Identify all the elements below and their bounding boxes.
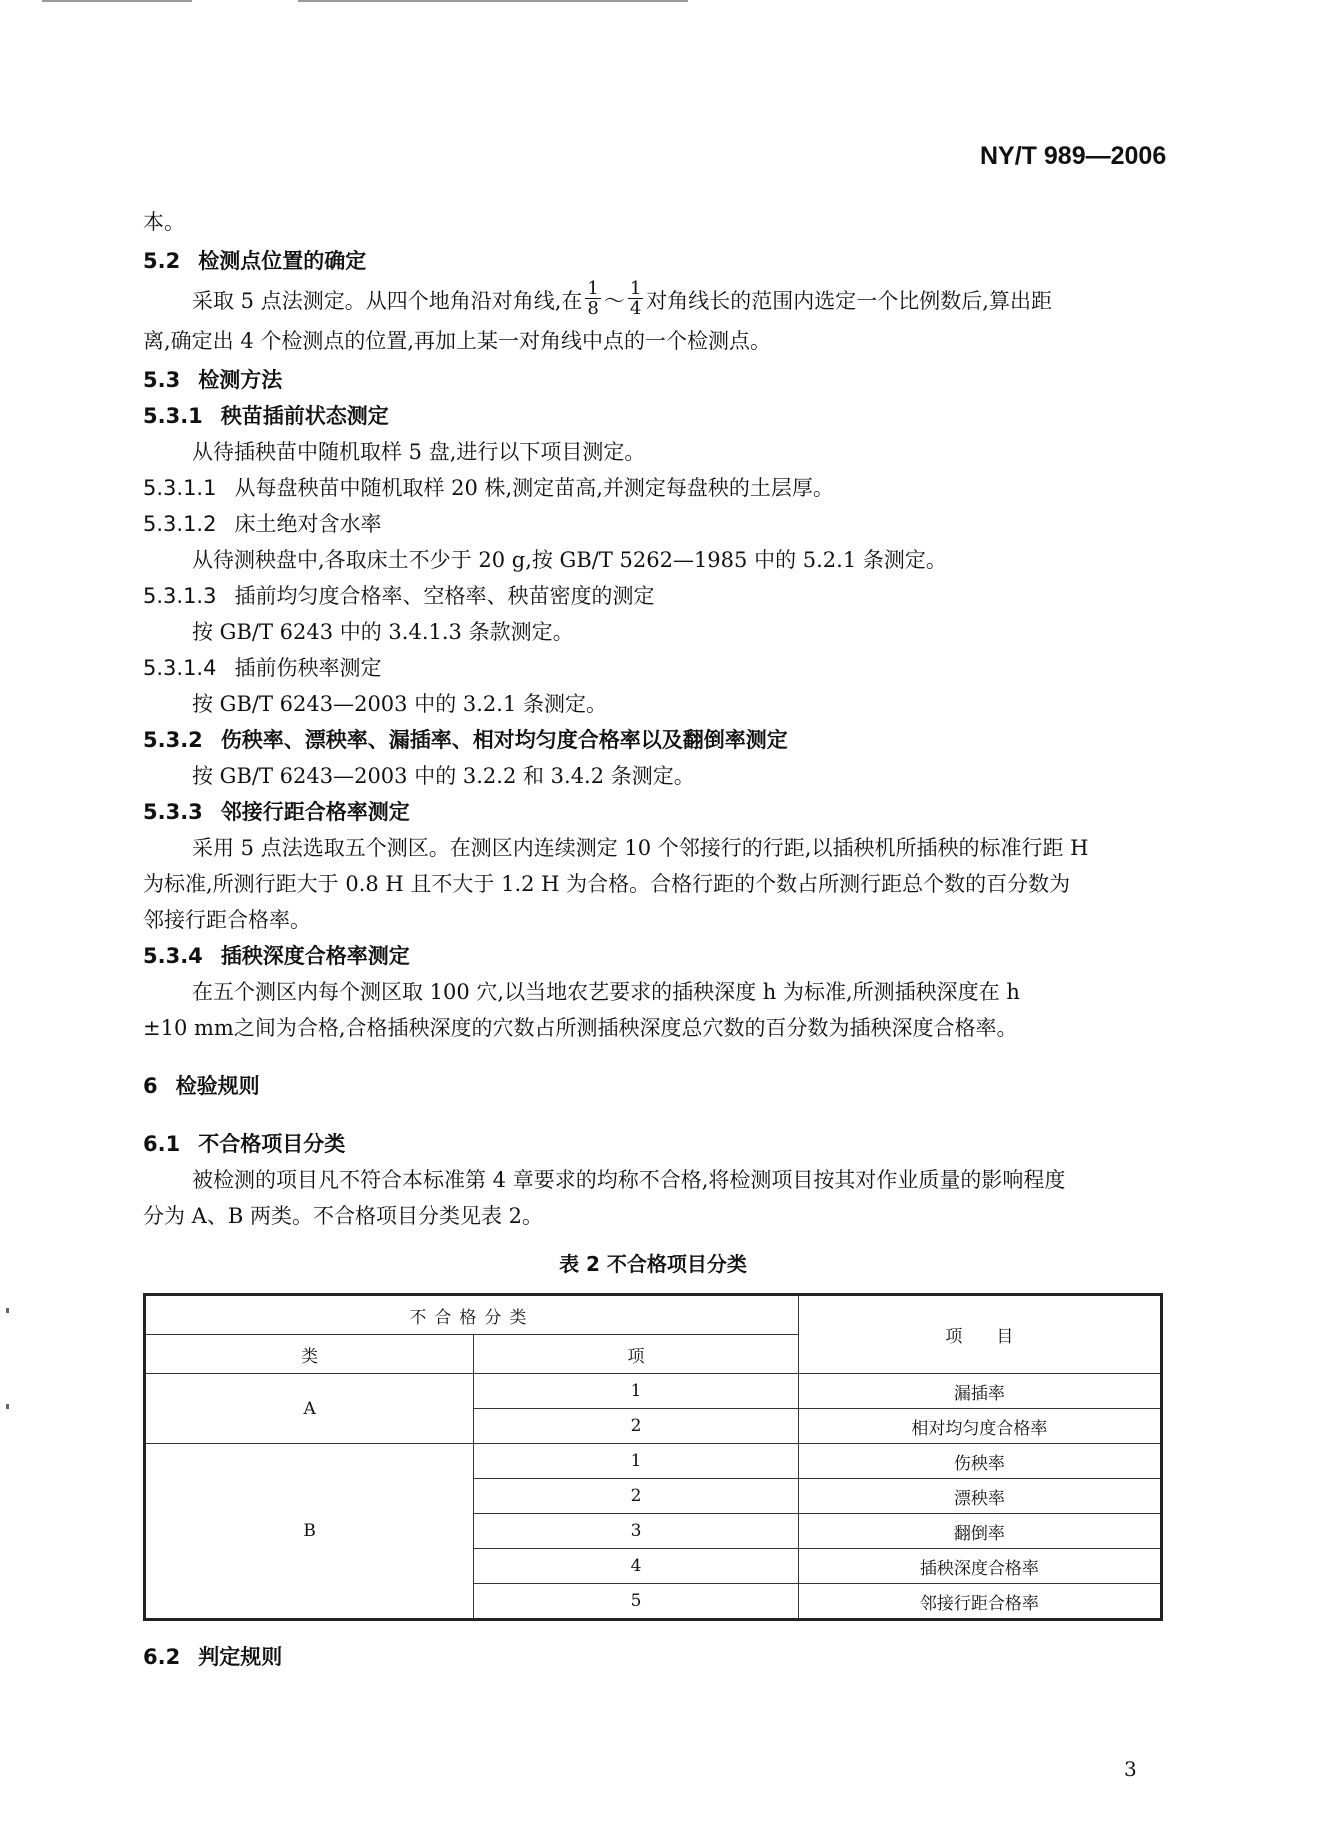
paragraph-5-3-1-3: 按 GB/T 6243 中的 3.4.1.3 条款测定。	[192, 620, 574, 644]
clause-text: 插前伤秧率测定	[234, 656, 382, 680]
item-cell: 2	[474, 1479, 798, 1514]
paragraph-5-3-3-line2: 为标准,所测行距大于 0.8 H 且不大于 1.2 H 为合格。合格行距的个数占所测行距总个数的百分数为	[143, 872, 1071, 896]
section-number: 6.1	[143, 1132, 181, 1156]
item-cell: 5	[474, 1584, 798, 1620]
paragraph-5-3-4-line2: ±10 mm之间为合格,合格插秧深度的穴数占所测插秧深度总穴数的百分数为插秧深度合格率。	[143, 1016, 1018, 1040]
project-cell: 邻接行距合格率	[798, 1584, 1161, 1620]
header-class: 类	[145, 1335, 474, 1374]
chapter-title: 检验规则	[175, 1074, 260, 1098]
class-cell-b: B	[145, 1444, 474, 1620]
clause-number: 5.3.1.1	[143, 476, 217, 500]
text-run: 采取 5 点法测定。从四个地角沿对角线,在	[192, 289, 583, 313]
paragraph-5-3-1-2: 从待测秧盘中,各取床土不少于 20 g,按 GB/T 5262—1985 中的 5.2.1 条测定。	[192, 548, 947, 572]
paragraph-5-2-line2: 离,确定出 4 个检测点的位置,再加上某一对角线中点的一个检测点。	[143, 329, 772, 353]
item-cell: 1	[474, 1374, 798, 1409]
header-item: 项	[474, 1335, 798, 1374]
header-project: 项 目	[798, 1295, 1161, 1374]
paragraph-5-3-1: 从待插秧苗中随机取样 5 盘,进行以下项目测定。	[192, 440, 646, 464]
section-title: 判定规则	[198, 1645, 283, 1669]
clause-number: 5.3.1.4	[143, 656, 217, 680]
section-heading-5-3-3	[143, 794, 1163, 830]
paragraph-5-3-1-4: 按 GB/T 6243—2003 中的 3.2.1 条测定。	[192, 692, 607, 716]
clause-5-3-1-3	[143, 578, 1163, 614]
header-nonconformity-group: 不合格分类	[145, 1295, 799, 1335]
paragraph-5-3-4-line1: 在五个测区内每个测区取 100 穴,以当地农艺要求的插秧深度 h 为标准,所测插秧深度在 h	[192, 980, 1020, 1004]
section-heading-5-3	[143, 362, 1163, 398]
denominator: 8	[587, 298, 599, 319]
numerator: 1	[629, 278, 642, 299]
item-cell: 2	[474, 1409, 798, 1444]
section-number: 6.2	[143, 1645, 181, 1669]
section-title: 邻接行距合格率测定	[220, 800, 410, 824]
chapter-heading-6	[143, 1068, 1163, 1104]
scan-artifact-line	[298, 0, 688, 2]
project-cell: 伤秧率	[798, 1444, 1161, 1479]
paragraph-5-3-3-line3: 邻接行距合格率。	[143, 908, 311, 932]
section-number: 5.3.1	[143, 404, 203, 428]
section-number: 5.3.4	[143, 944, 203, 968]
tilde: ～	[603, 289, 625, 313]
section-title: 秧苗插前状态测定	[220, 404, 389, 428]
clause-number: 5.3.1.3	[143, 584, 217, 608]
clause-5-3-1-4	[143, 650, 1163, 686]
clause-text: 床土绝对含水率	[234, 512, 382, 536]
table-caption: 表 2 不合格项目分类	[559, 1252, 747, 1276]
clause-text: 从每盘秧苗中随机取样 20 株,测定苗高,并测定每盘秧的土层厚。	[234, 476, 834, 500]
section-title: 检测方法	[198, 368, 283, 392]
section-heading-5-2	[143, 243, 1163, 279]
section-title: 伤秧率、漂秧率、漏插率、相对均匀度合格率以及翻倒率测定	[220, 728, 788, 752]
paragraph-6-1-line1: 被检测的项目凡不符合本标准第 4 章要求的均称不合格,将检测项目按其对作业质量的影响程度	[192, 1168, 1066, 1192]
numerator: 1	[587, 278, 599, 299]
scan-artifact-dot	[6, 1308, 9, 1313]
section-heading-5-3-4	[143, 938, 1163, 974]
document-body	[143, 204, 1163, 1675]
clause-5-3-1-2	[143, 506, 1163, 542]
section-title: 插秧深度合格率测定	[220, 944, 410, 968]
clause-5-3-1-1	[143, 470, 1163, 506]
paragraph-5-2-line1	[143, 279, 1163, 323]
paragraph-5-3-2: 按 GB/T 6243—2003 中的 3.2.2 和 3.4.2 条测定。	[192, 764, 695, 788]
text-run: 对角线长的范围内选定一个比例数后,算出距	[646, 289, 1052, 313]
project-cell: 插秧深度合格率	[798, 1549, 1161, 1584]
class-cell-a: A	[145, 1374, 474, 1444]
standard-number: NY/T 989—2006	[980, 142, 1167, 170]
paragraph-6-1-line2: 分为 A、B 两类。不合格项目分类见表 2。	[143, 1204, 543, 1228]
section-number: 5.3.3	[143, 800, 203, 824]
project-cell: 翻倒率	[798, 1514, 1161, 1549]
paragraph-continuation: 本。	[143, 210, 185, 234]
fraction-one-eighth	[585, 279, 600, 318]
paragraph-5-3-3-line1: 采用 5 点法选取五个测区。在测区内连续测定 10 个邻接行的行距,以插秧机所插秧的标准行距 H	[192, 836, 1089, 860]
page-number: 3	[1124, 1757, 1137, 1781]
project-cell: 相对均匀度合格率	[798, 1409, 1161, 1444]
section-number: 5.2	[143, 249, 181, 273]
clause-number: 5.3.1.2	[143, 512, 217, 536]
project-cell: 漏插率	[798, 1374, 1161, 1409]
section-heading-5-3-1	[143, 398, 1163, 434]
scan-artifact-line	[42, 0, 192, 2]
project-cell: 漂秧率	[798, 1479, 1161, 1514]
section-number: 5.3.2	[143, 728, 203, 752]
nonconformity-classification-table	[143, 1293, 1163, 1621]
denominator: 4	[629, 298, 642, 319]
section-title: 不合格项目分类	[198, 1132, 346, 1156]
section-heading-5-3-2	[143, 722, 1163, 758]
item-cell: 3	[474, 1514, 798, 1549]
section-title: 检测点位置的确定	[198, 249, 367, 273]
section-heading-6-1	[143, 1126, 1163, 1162]
fraction-one-quarter	[628, 279, 643, 318]
scan-artifact-dot	[6, 1404, 9, 1409]
section-heading-6-2	[143, 1639, 1163, 1675]
clause-text: 插前均匀度合格率、空格率、秧苗密度的测定	[234, 584, 655, 608]
chapter-number: 6	[143, 1074, 158, 1098]
section-number: 5.3	[143, 368, 181, 392]
item-cell: 4	[474, 1549, 798, 1584]
item-cell: 1	[474, 1444, 798, 1479]
